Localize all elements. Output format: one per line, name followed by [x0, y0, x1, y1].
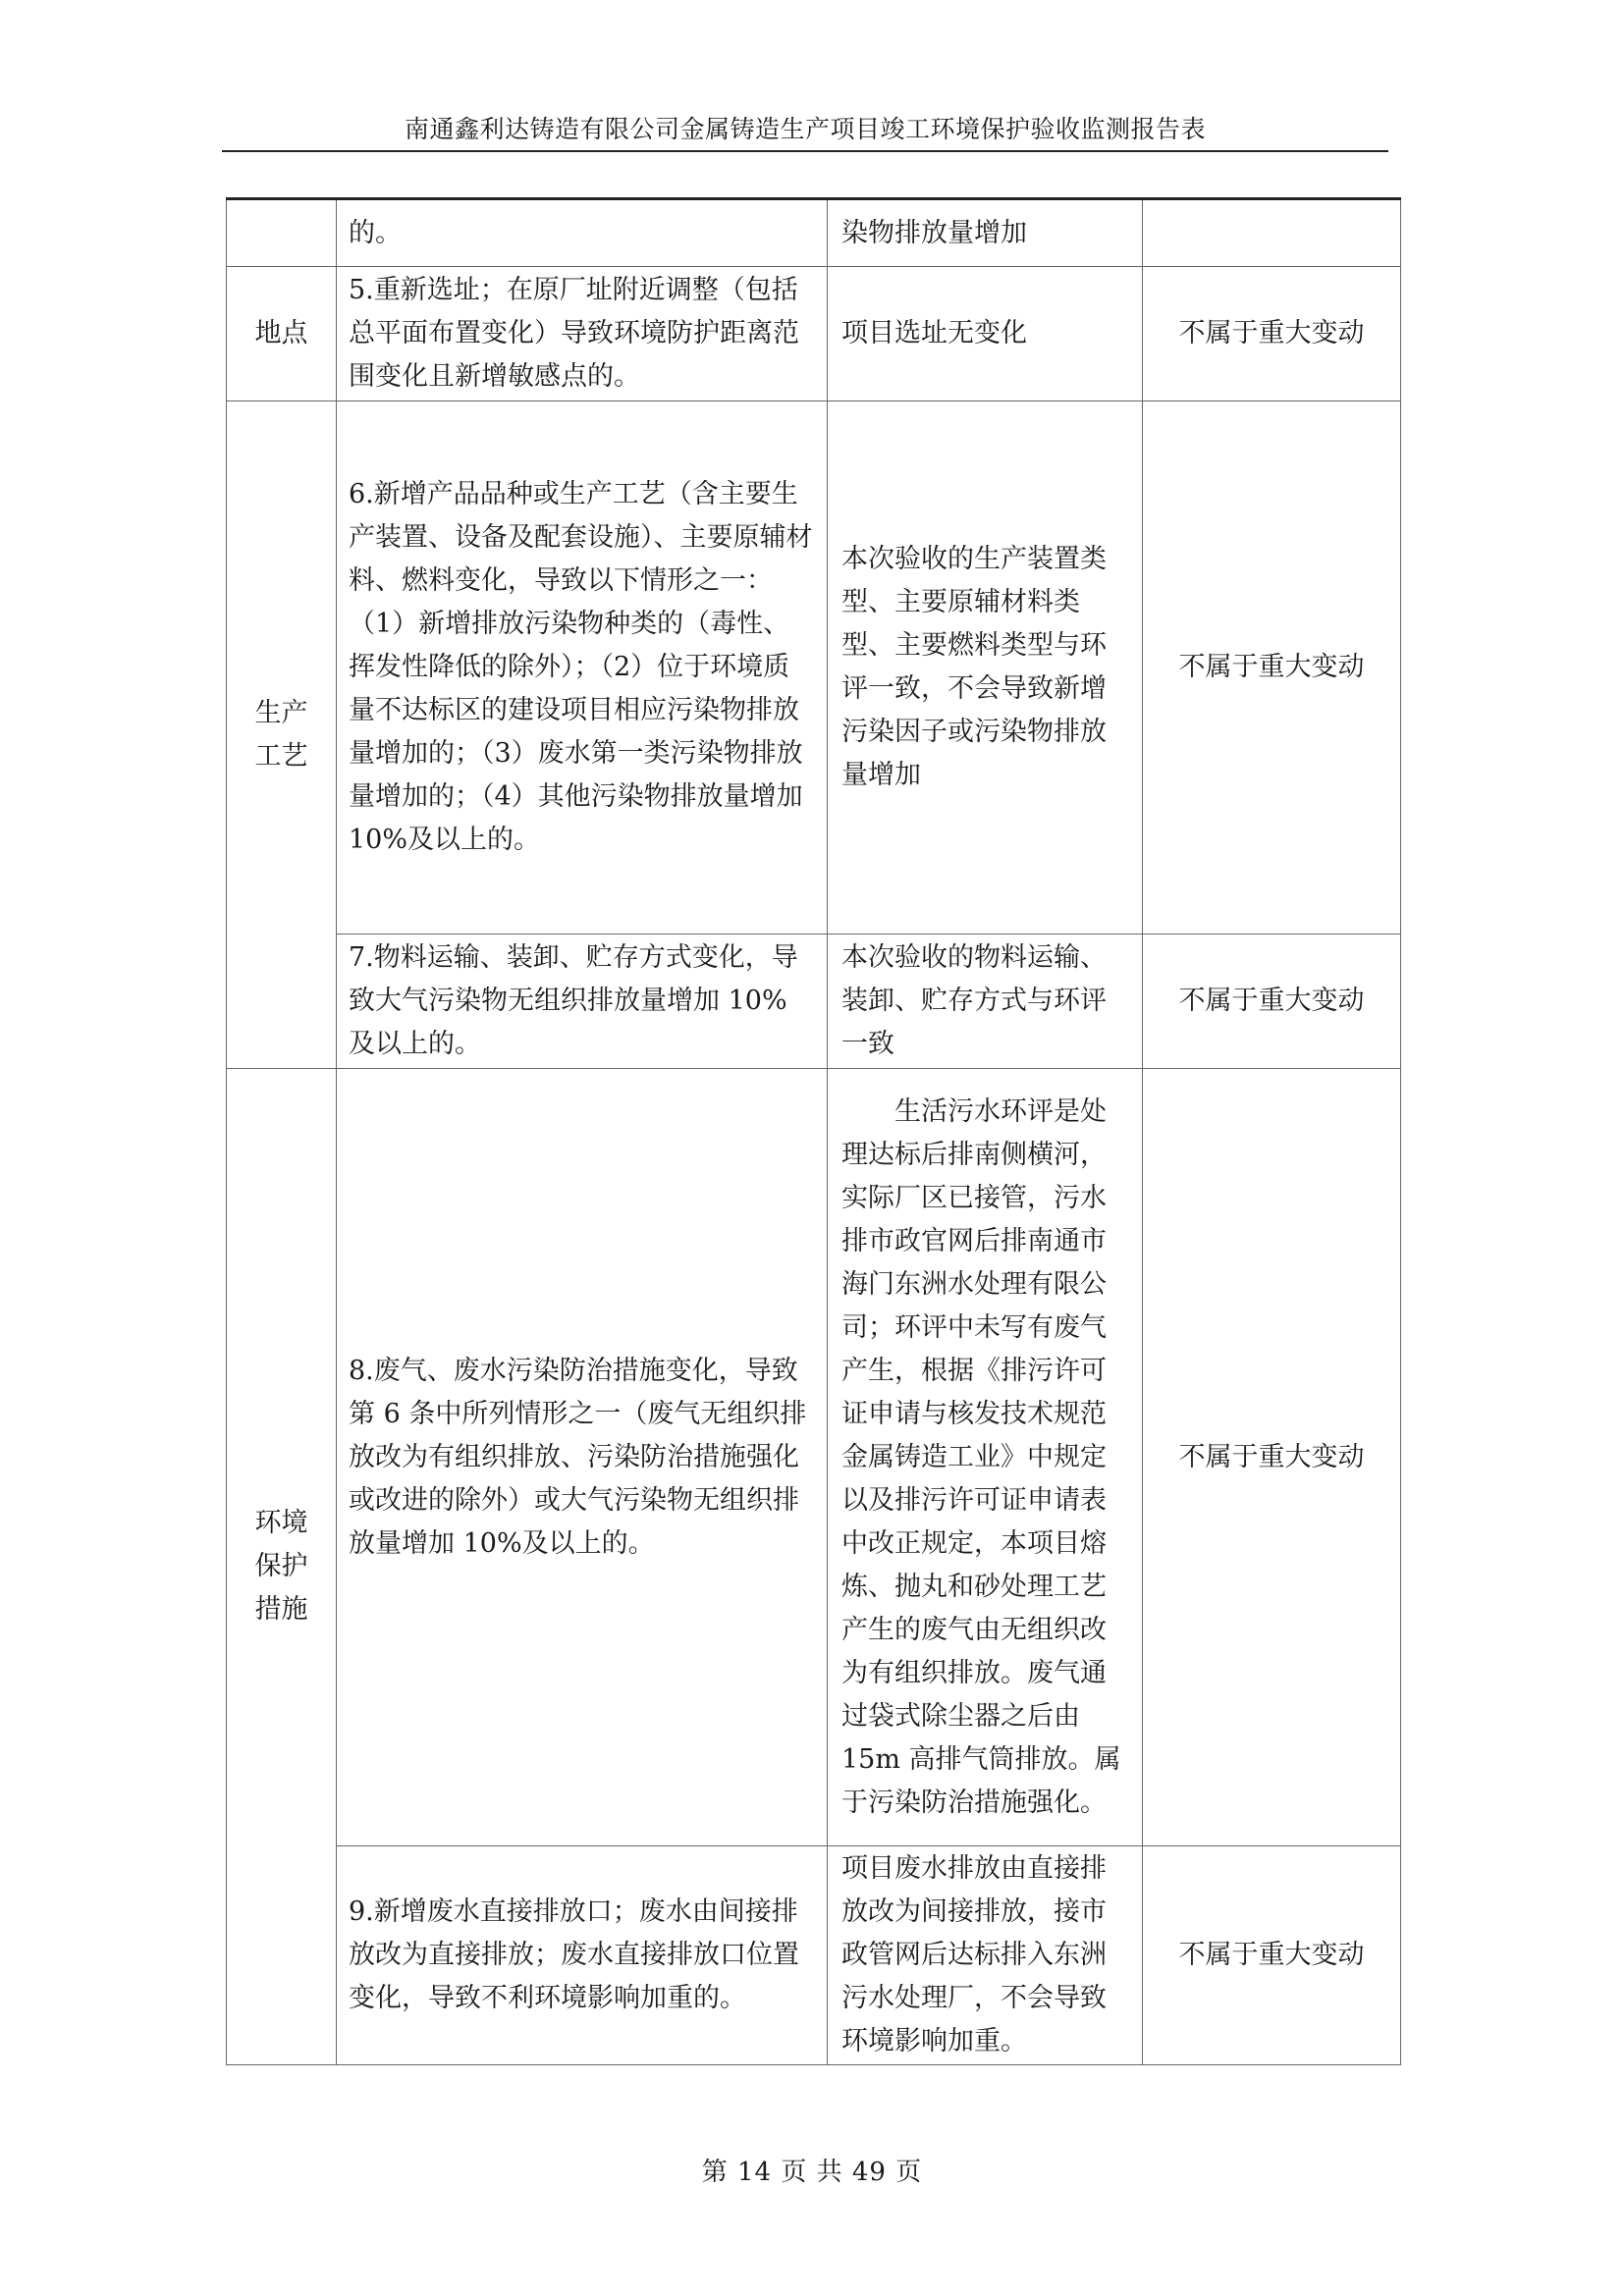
result-cell	[1143, 199, 1401, 267]
requirement-cell: 的。	[337, 199, 828, 267]
requirement-cell: 6.新增产品品种或生产工艺（含主要生产装置、设备及配套设施）、主要原辅材料、燃料变化，导致以下情形之一：（1）新增排放污染物种类的（毒性、挥发性降低的除外）；（2）位于环境质量不达标区的建设项目相应污染物排放量增加的；（3）废水第一类污染物排放量增加的；（4）其他污染物排放量增加 10%及以上的。	[337, 401, 828, 934]
requirement-cell: 9.新增废水直接排放口；废水由间接排放改为直接排放；废水直接排放口位置变化，导致不利环境影响加重的。	[337, 1846, 828, 2065]
table-row	[227, 199, 1401, 267]
table-row	[227, 934, 1401, 1069]
table-row	[227, 401, 1401, 934]
category-cell	[227, 401, 337, 1069]
result-cell: 不属于重大变动	[1143, 934, 1401, 1069]
category-label: 环境保护措施	[254, 1508, 308, 1625]
category-label: 生产工艺	[254, 697, 308, 772]
requirement-cell: 5.重新选址；在原厂址附近调整（包括总平面布置变化）导致环境防护距离范围变化且新增敏感点的。	[337, 267, 828, 401]
category-cell	[227, 1069, 337, 2065]
actual-cell: 本次验收的生产装置类型、主要原辅材料类型、主要燃料类型与环评一致，不会导致新增污染因子或污染物排放量增加	[828, 401, 1143, 934]
category-cell	[227, 199, 337, 267]
actual-cell: 项目选址无变化	[828, 267, 1143, 401]
table-row	[227, 1069, 1401, 1846]
actual-cell: 本次验收的物料运输、装卸、贮存方式与环评一致	[828, 934, 1143, 1069]
result-cell: 不属于重大变动	[1143, 1069, 1401, 1846]
result-cell: 不属于重大变动	[1143, 1846, 1401, 2065]
change-assessment-table	[226, 197, 1400, 2065]
table-row	[227, 1846, 1401, 2065]
page-number: 第 14 页 共 49 页	[701, 2158, 923, 2187]
header-rule	[222, 150, 1388, 152]
actual-cell: 生活污水环评是处理达标后排南侧横河，实际厂区已接管，污水排市政官网后排南通市海门东洲水处理有限公司；环评中未写有废气产生，根据《排污许可证申请与核发技术规范金属铸造工业》中规定以及排污许可证申请表中改正规定，本项目熔炼、抛丸和砂处理工艺产生的废气由无组织改为有组织排放。废气通过袋式除尘器之后由 15m 高排气筒排放。属于污染防治措施强化。	[828, 1069, 1143, 1846]
actual-cell: 项目废水排放由直接排放改为间接排放，接市政管网后达标排入东洲污水处理厂，不会导致环境影响加重。	[828, 1846, 1143, 2065]
result-cell: 不属于重大变动	[1143, 267, 1401, 401]
requirement-cell: 7.物料运输、装卸、贮存方式变化，导致大气污染物无组织排放量增加 10%及以上的。	[337, 934, 828, 1069]
page-header-title: 南通鑫利达铸造有限公司金属铸造生产项目竣工环境保护验收监测报告表	[404, 115, 1206, 143]
actual-cell: 染物排放量增加	[828, 199, 1143, 267]
requirement-cell: 8.废气、废水污染防治措施变化，导致第 6 条中所列情形之一（废气无组织排放改为有组织排放、污染防治措施强化或改进的除外）或大气污染物无组织排放量增加 10%及以上的。	[337, 1069, 828, 1846]
category-cell: 地点	[227, 267, 337, 401]
result-cell: 不属于重大变动	[1143, 401, 1401, 934]
table-row	[227, 267, 1401, 401]
